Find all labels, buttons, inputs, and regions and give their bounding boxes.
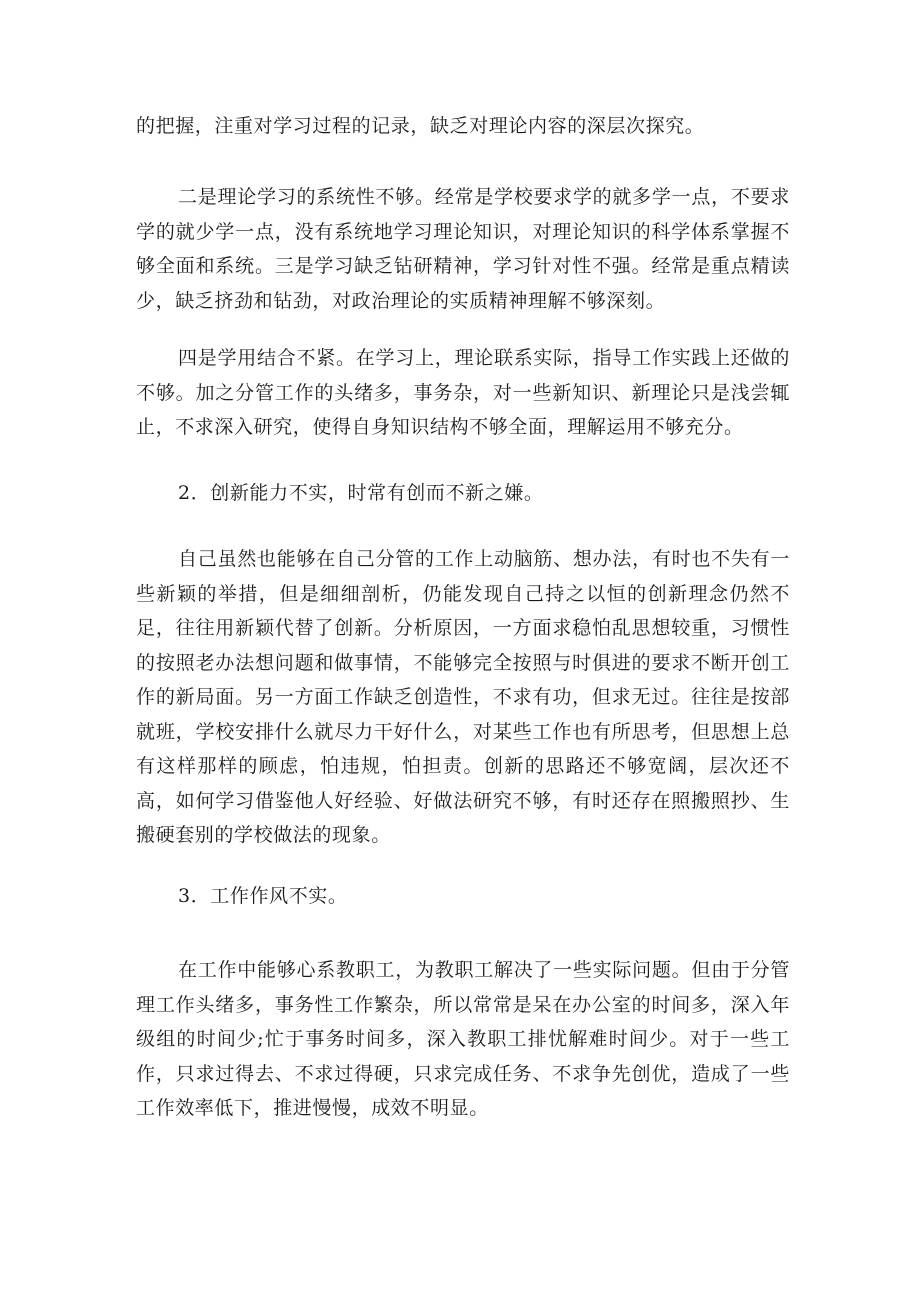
- paragraph-work-style: 在工作中能够心系教职工，为教职工解决了一些实际问题。但由于分管理工作头绪多，事务性工作繁杂，所以常常是呆在办公室的时间多，深入年级组的时间少;忙于事务时间多，深入教职工排忧解难时间少。对于一些工作，只求过得去、不求过得硬，只求完成任务、不求争先创优，造成了一些工作效率低下，推进慢慢，成效不明显。: [136, 959, 790, 1119]
- section-heading-innovation: 2．创新能力不实，时常有创而不新之嫌。: [178, 482, 544, 504]
- paragraph-study-system: 二是理论学习的系统性不够。经常是学校要求学的就多学一点，不要求学的就少学一点，没有系统地学习理论知识，对理论知识的科学体系掌握不够全面和系统。三是学习缺乏钻研精神，学习针对性不强。经常是重点精读少，缺乏挤劲和钻劲，对政治理论的实质精神理解不够深刻。: [136, 186, 790, 312]
- section-heading-work-style: 3．工作作风不实。: [178, 885, 348, 907]
- paragraph-study-application: 四是学用结合不紧。在学习上，理论联系实际，指导工作实践上还做的不够。加之分管工作的头绪多，事务杂，对一些新知识、新理论只是浅尝辄止，不求深入研究，使得自身知识结构不够全面，理解运用不够充分。: [136, 347, 790, 438]
- paragraph-innovation: 自己虽然也能够在自己分管的工作上动脑筋、想办法，有时也不失有一些新颖的举措，但是细细剖析，仍能发现自己持之以恒的创新理念仍然不足，往往用新颖代替了创新。分析原因，一方面求稳怕乱思想较重，习惯性的按照老办法想问题和做事情，不能够完全按照与时俱进的要求不断开创工作的新局面。另一方面工作缺乏创造性，不求有功，但求无过。往往是按部就班，学校安排什么就尽力干好什么，对某些工作也有所思考，但思想上总有这样那样的顾虑，怕违规，怕担责。创新的思路还不够宽阔，层次还不高，如何学习借鉴他人好经验、好做法研究不够，有时还存在照搬照抄、生搬硬套别的学校做法的现象。: [136, 548, 790, 846]
- paragraph-continuation: 的把握，注重对学习过程的记录，缺乏对理论内容的深层次探究。: [136, 115, 705, 137]
